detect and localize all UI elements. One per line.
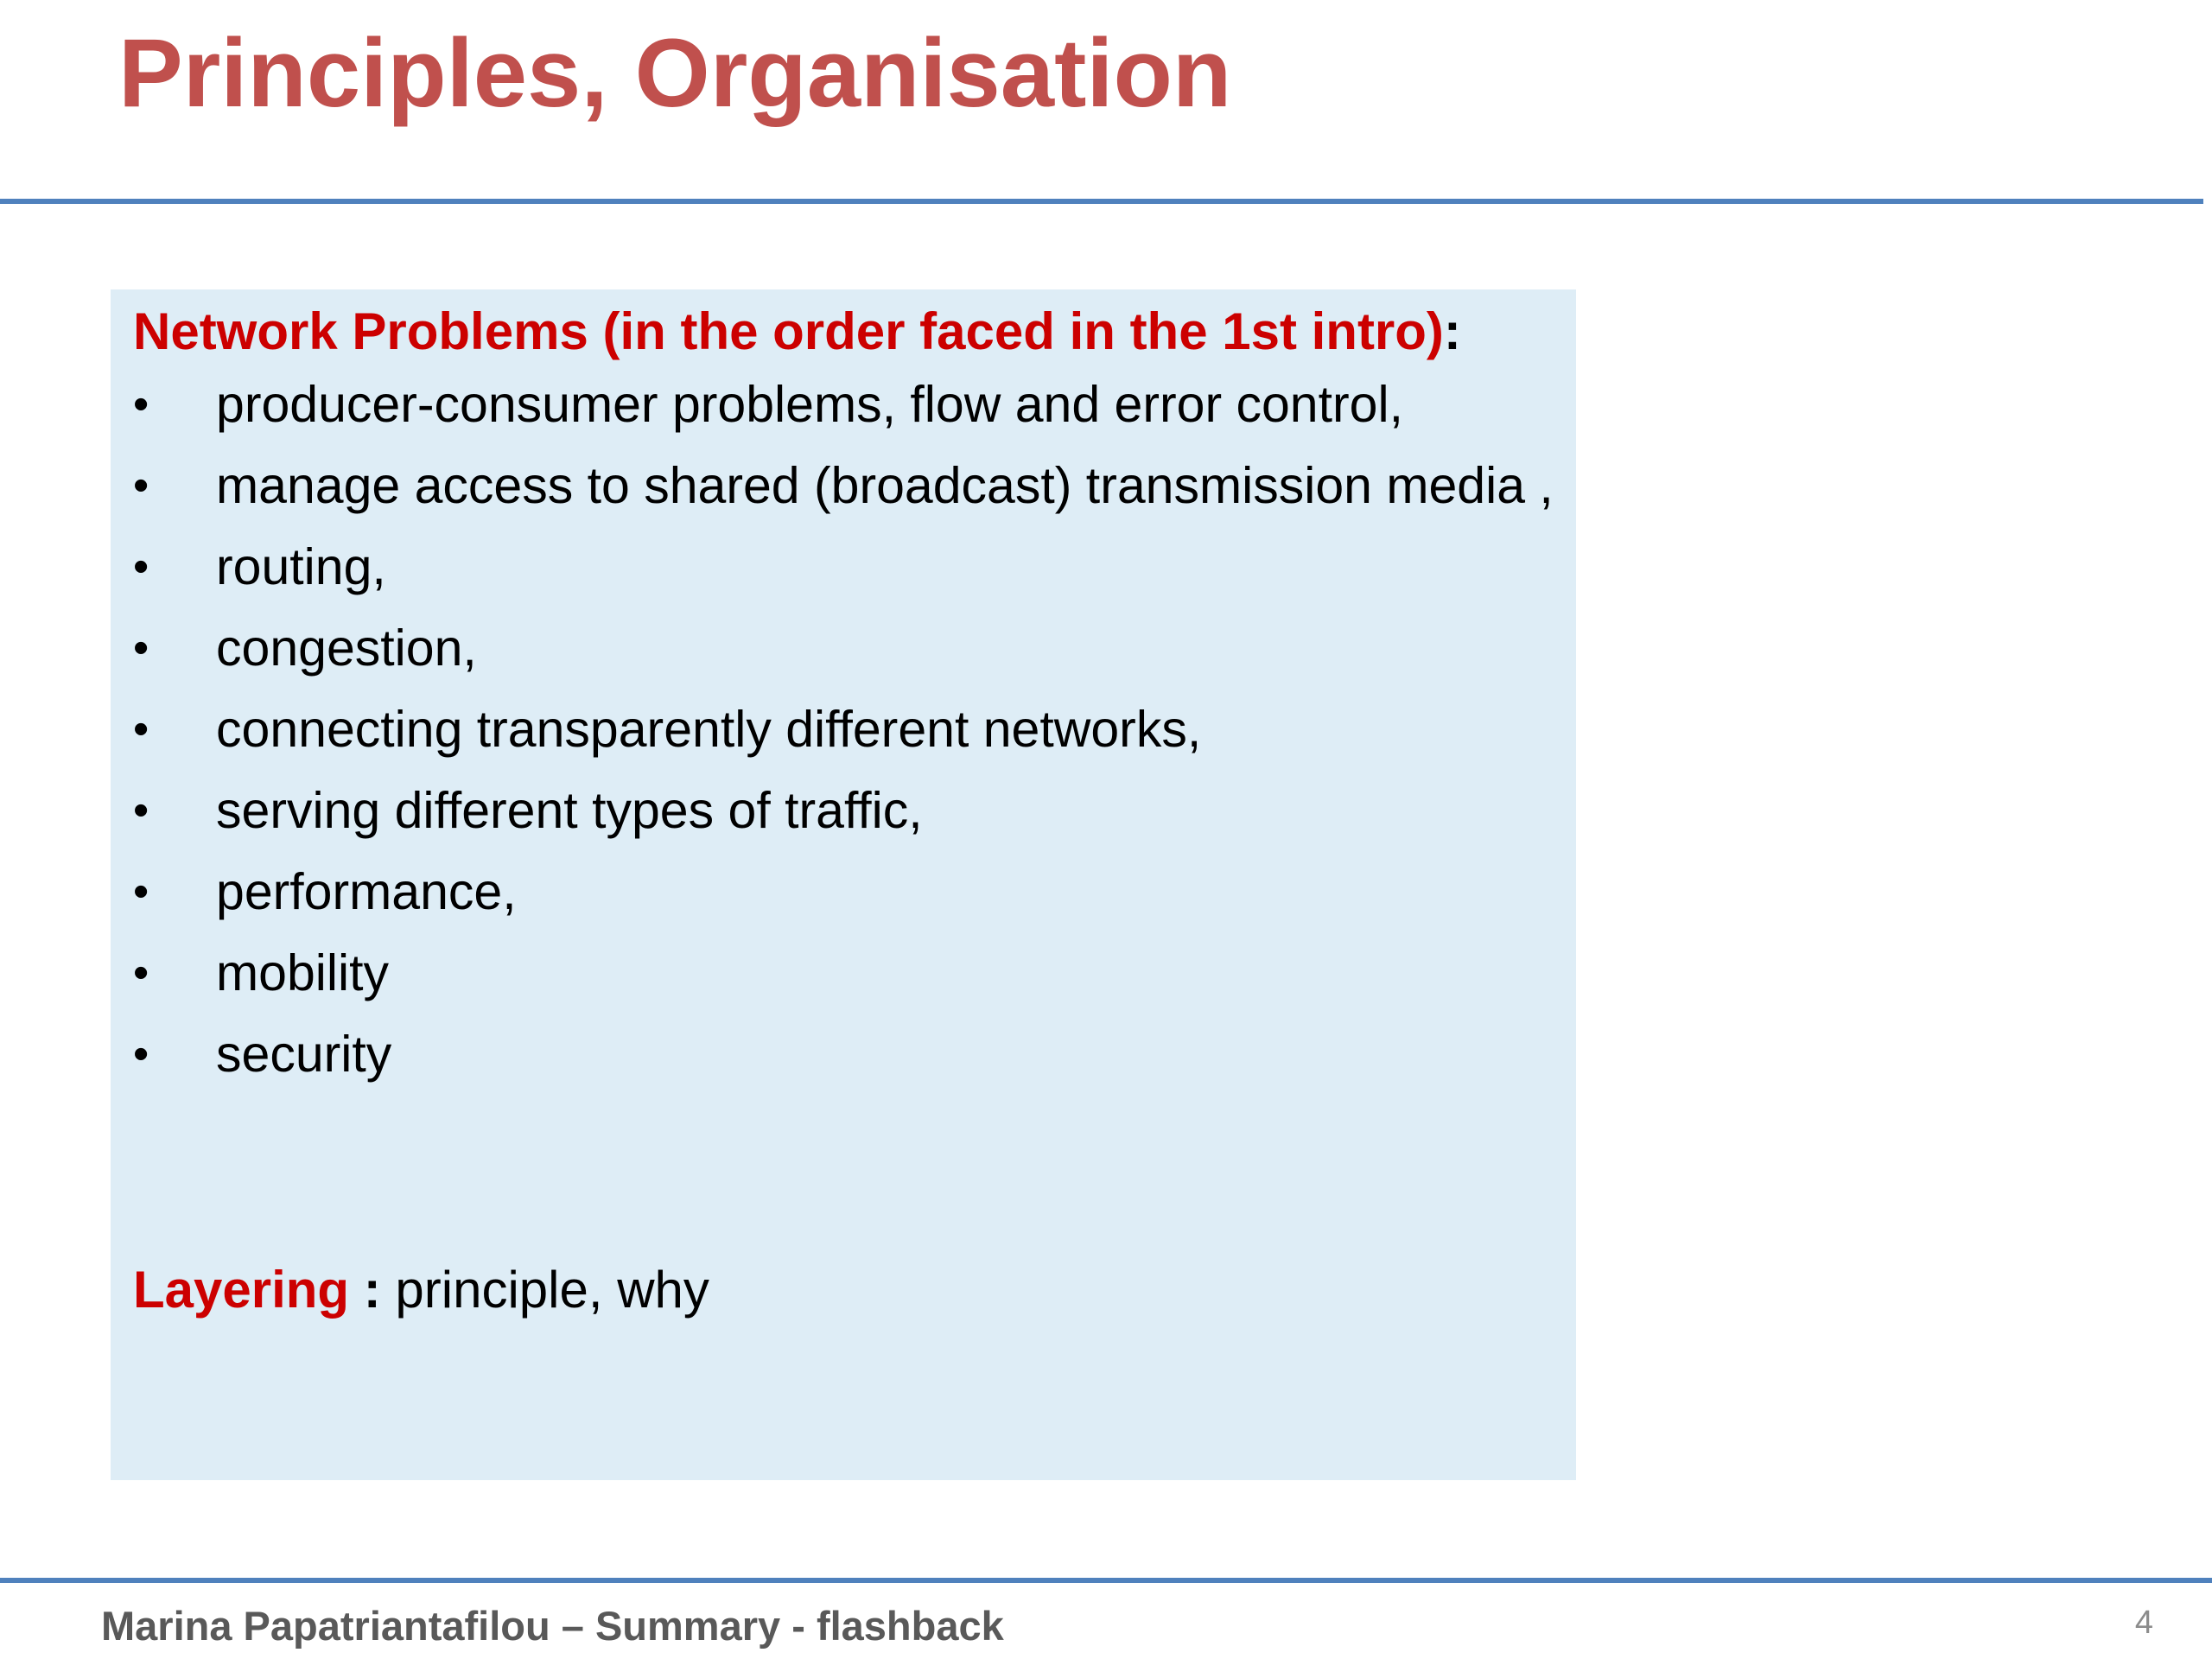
list-item: [133, 615, 1567, 681]
list-item: [133, 534, 1567, 600]
list-item: [133, 696, 1567, 762]
list-item-text: congestion,: [216, 620, 477, 677]
bullet-icon: •: [133, 1029, 149, 1079]
list-item-text: connecting transparently different networks,: [216, 701, 1202, 758]
network-problems-heading: [133, 298, 1461, 365]
list-item-text: routing,: [216, 538, 386, 595]
list-item: [133, 453, 1567, 518]
bullet-icon: •: [133, 867, 149, 917]
slide-title: Principles, Organisation: [118, 19, 1232, 127]
list-item: [133, 940, 1567, 1006]
list-item-text: manage access to shared (broadcast) transmission media ,: [216, 457, 1554, 514]
list-item: [133, 778, 1567, 843]
layering-line: [133, 1256, 709, 1324]
layering-colon: :: [349, 1261, 396, 1319]
list-item-text: mobility: [216, 944, 389, 1001]
heading-text: Network Problems (in the order faced in the 1st intro): [133, 302, 1444, 360]
problem-list: [133, 372, 1567, 1103]
slide-number: 4: [2134, 1605, 2153, 1641]
bullet-icon: •: [133, 379, 149, 429]
bullet-icon: •: [133, 623, 149, 673]
footer-divider: [0, 1578, 2212, 1583]
bullet-icon: •: [133, 948, 149, 998]
bullet-icon: •: [133, 704, 149, 754]
bullet-icon: •: [133, 542, 149, 592]
bullet-icon: •: [133, 461, 149, 511]
list-item-text: security: [216, 1026, 392, 1083]
heading-colon: :: [1443, 302, 1461, 360]
list-item-text: performance,: [216, 863, 517, 920]
list-item-text: producer-consumer problems, flow and error control,: [216, 376, 1403, 433]
layering-text: principle, why: [395, 1261, 709, 1319]
list-item: [133, 859, 1567, 925]
title-divider: [0, 199, 2203, 204]
bullet-icon: •: [133, 785, 149, 836]
list-item: [133, 1021, 1567, 1087]
list-item-text: serving different types of traffic,: [216, 782, 923, 839]
layering-label: Layering: [133, 1261, 350, 1319]
list-item: [133, 372, 1567, 437]
footer-text: Marina Papatriantafilou – Summary - flashback: [101, 1603, 1004, 1649]
